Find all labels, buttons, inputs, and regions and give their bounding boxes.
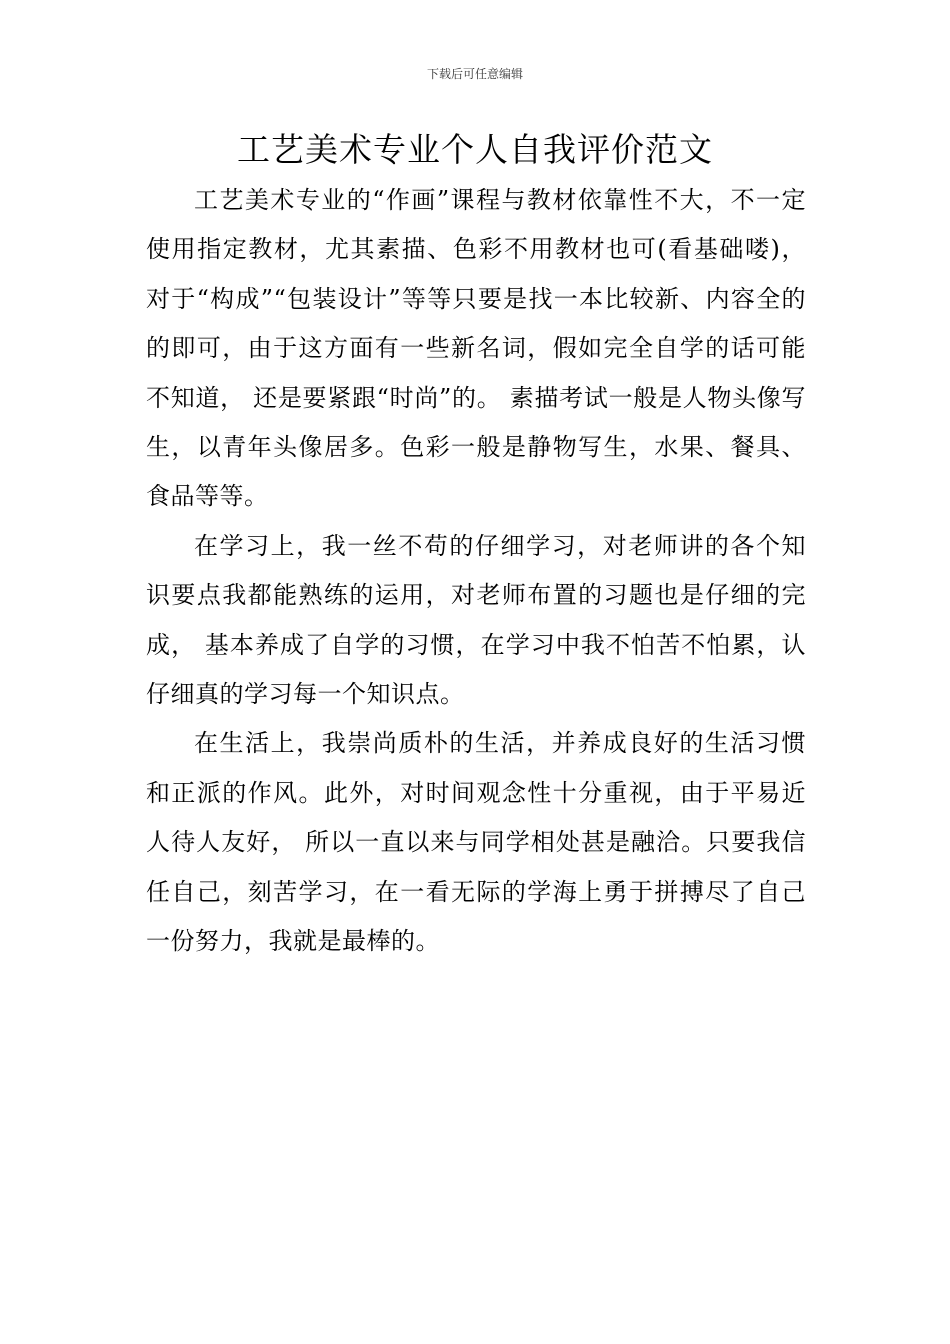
paragraph-intro: 工艺美术专业的“作画”课程与教材依靠性不大，不一定使用指定教材，尤其素描、色彩不用教材也可(看基础喽)， 对于“构成”“包装设计”等等只要是找一本比较新、内容全的的即可，由于这方面有一些新名词，假如完全自学的话可能不知道， 还是要紧跟“时尚”的。 素描考试一般是人物头像写生，以青年头像居多。色彩一般是静物写生，水果、餐具、食品等等。 [146,186,806,511]
paragraph-study: 在学习上，我一丝不苟的仔细学习，对老师讲的各个知识要点我都能熟练的运用，对老师布置的习题也是仔细的完成， 基本养成了自学的习惯，在学习中我不怕苦不怕累，认仔细真的学习每一个知识点。 [146,531,806,709]
document-title: 工艺美术专业个人自我评价范文 [237,130,713,169]
paragraph-life: 在生活上，我崇尚质朴的生活，并养成良好的生活习惯和正派的作风。此外，对时间观念性十分重视，由于平易近人待人友好， 所以一直以来与同学相处甚是融洽。只要我信任自己，刻苦学习，在一看无际的学海上勇于拼搏尽了自己一份努力，我就是最棒的。 [146,729,806,956]
document-body [146,176,806,967]
header-note: 下载后可任意编辑 [426,67,523,81]
